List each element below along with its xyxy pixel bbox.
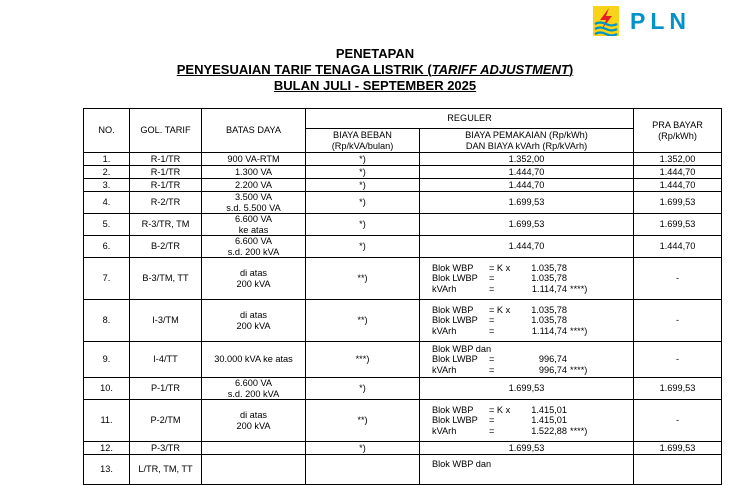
header-reguler: REGULER <box>306 109 634 129</box>
cell-no: 13. <box>84 455 130 485</box>
detail-line <box>422 273 631 284</box>
batas-line: 200 kVA <box>236 420 271 431</box>
cell-no: 8. <box>84 300 130 342</box>
cell-batas-daya <box>202 342 306 378</box>
detail-label: Blok WBP dan <box>432 459 492 469</box>
detail-label: kVArh <box>432 364 457 375</box>
cell-biaya-pemakaian: 1.699,53 <box>420 192 634 214</box>
cell-no: 10. <box>84 378 130 400</box>
table-row <box>84 342 722 378</box>
batas-line: 900 VA-RTM <box>227 153 280 164</box>
cell-biaya-beban: *) <box>306 179 420 192</box>
table-row <box>84 400 722 442</box>
table-row <box>84 236 722 258</box>
detail-operator: = K x <box>489 404 511 415</box>
cell-batas-daya <box>202 179 306 192</box>
header-pra-bayar: PRA BAYAR (Rp/kWh) <box>634 109 722 153</box>
detail-label: Blok WBP <box>432 404 474 415</box>
detail-footnote: ****) <box>570 425 588 436</box>
detail-label: Blok WBP dan <box>432 343 492 354</box>
batas-line: 200 kVA <box>236 320 271 331</box>
detail-line <box>422 315 631 326</box>
cell-batas-daya <box>202 166 306 179</box>
batas-line: di atas <box>239 410 268 420</box>
batas-line: di atas <box>239 268 268 278</box>
batas-line: ke atas <box>238 224 269 235</box>
table-row <box>84 179 722 192</box>
header-biaya-pemakaian: BIAYA PEMAKAIAN (Rp/kWh) DAN BIAYA kVArh (Rp/kVArh) <box>420 129 634 153</box>
detail-operator: = K x <box>489 304 511 315</box>
cell-biaya-beban: **) <box>306 258 420 300</box>
batas-line: 2.200 VA <box>234 179 273 190</box>
detail-value: 996,74 <box>538 354 567 365</box>
cell-gol-tarif: R-1/TR <box>130 179 202 192</box>
cell-biaya-pemakaian <box>420 300 634 342</box>
cell-no: 7. <box>84 258 130 300</box>
table-row <box>84 166 722 179</box>
cell-biaya-beban: ***) <box>306 342 420 378</box>
pln-logo <box>592 6 720 38</box>
cell-pra-bayar: 1.444,70 <box>634 236 722 258</box>
doc-title: PENETAPAN <box>335 46 415 61</box>
cell-pra-bayar: 1.699,53 <box>634 378 722 400</box>
table-row <box>84 378 722 400</box>
cell-biaya-pemakaian <box>420 400 634 442</box>
batas-line: 1.300 VA <box>234 166 273 177</box>
detail-line <box>422 305 631 316</box>
detail-operator: = <box>489 273 495 284</box>
doc-period: BULAN JULI - SEPTEMBER 2025 <box>273 78 477 93</box>
cell-biaya-beban: *) <box>306 166 420 179</box>
detail-line <box>422 284 631 295</box>
detail-line <box>422 470 631 481</box>
cell-batas-daya <box>202 258 306 300</box>
detail-line <box>422 426 631 437</box>
cell-gol-tarif: L/TR, TM, TT <box>130 455 202 485</box>
detail-operator: = <box>489 354 495 365</box>
cell-pra-bayar: 1.444,70 <box>634 179 722 192</box>
batas-line: 6.600 VA <box>234 378 273 388</box>
cell-pra-bayar: 1.352,00 <box>634 153 722 166</box>
table-row <box>84 300 722 342</box>
detail-operator: = <box>489 425 495 436</box>
detail-label: Blok LWBP <box>432 315 478 326</box>
cell-biaya-beban: *) <box>306 236 420 258</box>
cell-gol-tarif: R-1/TR <box>130 153 202 166</box>
detail-value: 1.035,78 <box>531 315 567 326</box>
cell-no: 3. <box>84 179 130 192</box>
detail-line <box>422 415 631 426</box>
detail-value: 1.415,01 <box>531 415 567 426</box>
cell-pra-bayar: 1.699,53 <box>634 214 722 236</box>
cell-batas-daya <box>202 378 306 400</box>
cell-gol-tarif: P-2/TM <box>130 400 202 442</box>
cell-biaya-beban: *) <box>306 214 420 236</box>
cell-no: 11. <box>84 400 130 442</box>
cell-no: 9. <box>84 342 130 378</box>
table-row <box>84 214 722 236</box>
detail-value: 1.114,74 <box>531 283 567 294</box>
batas-line: 200 kVA <box>236 278 271 289</box>
cell-biaya-beban: **) <box>306 300 420 342</box>
table-row <box>84 153 722 166</box>
detail-label: Blok LWBP <box>432 354 478 365</box>
cell-pra-bayar: - <box>634 342 722 378</box>
cell-gol-tarif: I-4/TT <box>130 342 202 378</box>
detail-operator: = <box>489 283 495 294</box>
cell-batas-daya <box>202 400 306 442</box>
batas-line: 6.600 VA <box>234 236 273 246</box>
cell-biaya-beban: *) <box>306 442 420 455</box>
detail-label: kVArh <box>432 425 457 436</box>
cell-biaya-pemakaian: 1.444,70 <box>420 236 634 258</box>
detail-operator: = <box>489 315 495 326</box>
cell-biaya-beban: **) <box>306 400 420 442</box>
cell-pra-bayar: 1.444,70 <box>634 166 722 179</box>
detail-line <box>422 354 631 365</box>
detail-line <box>422 459 631 470</box>
batas-line: s.d. 5.500 VA <box>226 202 281 213</box>
detail-label: Blok LWBP <box>432 415 478 426</box>
cell-batas-daya <box>202 192 306 214</box>
detail-footnote: ****) <box>570 325 588 336</box>
header-batas-daya: BATAS DAYA <box>202 109 306 153</box>
table-row <box>84 258 722 300</box>
detail-label: Blok WBP <box>432 262 474 273</box>
detail-value: 1.035,78 <box>531 262 567 273</box>
detail-label: kVArh <box>432 283 457 294</box>
cell-biaya-pemakaian <box>420 258 634 300</box>
table-row <box>84 192 722 214</box>
detail-line <box>422 326 631 337</box>
cell-no: 4. <box>84 192 130 214</box>
detail-footnote: ****) <box>570 283 588 294</box>
cell-biaya-beban: *) <box>306 192 420 214</box>
cell-gol-tarif: B-2/TR <box>130 236 202 258</box>
cell-biaya-beban: *) <box>306 153 420 166</box>
detail-operator: = <box>489 325 495 336</box>
cell-batas-daya <box>202 300 306 342</box>
batas-line: 30.000 kVA ke atas <box>214 354 293 365</box>
cell-gol-tarif: B-3/TM, TT <box>130 258 202 300</box>
detail-line <box>422 344 631 355</box>
detail-operator: = <box>489 415 495 426</box>
cell-pra-bayar: - <box>634 400 722 442</box>
tariff-table-body <box>84 153 722 485</box>
doc-subtitle: PENYESUAIAN TARIF TENAGA LISTRIK (TARIFF ADJUSTMENT) <box>176 62 574 77</box>
batas-line: 6.600 VA <box>234 214 273 224</box>
batas-line: s.d. 200 kVA <box>227 246 280 257</box>
cell-batas-daya <box>202 153 306 166</box>
cell-biaya-beban: *) <box>306 378 420 400</box>
detail-operator: = K x <box>489 262 511 273</box>
cell-biaya-pemakaian: 1.352,00 <box>420 153 634 166</box>
cell-biaya-pemakaian: 1.699,53 <box>420 378 634 400</box>
header-no: NO. <box>84 109 130 153</box>
header-gol-tarif: GOL. TARIF <box>130 109 202 153</box>
cell-pra-bayar: 1.699,53 <box>634 442 722 455</box>
cell-pra-bayar: 1.699,53 <box>634 192 722 214</box>
detail-line <box>422 405 631 416</box>
detail-value: 1.415,01 <box>531 404 567 415</box>
detail-value: 1.114,74 <box>531 325 567 336</box>
detail-line <box>422 263 631 274</box>
detail-value: 1.522,88 <box>531 425 567 436</box>
cell-gol-tarif: P-1/TR <box>130 378 202 400</box>
cell-batas-daya <box>202 214 306 236</box>
cell-batas-daya <box>202 442 306 455</box>
cell-gol-tarif: P-3/TR <box>130 442 202 455</box>
detail-label: kVArh <box>432 325 457 336</box>
pln-logo-text: PLN <box>630 8 691 34</box>
cell-biaya-pemakaian: 1.444,70 <box>420 166 634 179</box>
detail-label: Blok LWBP <box>432 273 478 284</box>
batas-line: di atas <box>239 310 268 320</box>
cell-biaya-pemakaian: 1.699,53 <box>420 214 634 236</box>
cell-biaya-pemakaian: 1.699,53 <box>420 442 634 455</box>
cell-biaya-pemakaian <box>420 342 634 378</box>
detail-value: 1.035,78 <box>531 273 567 284</box>
cell-pra-bayar: - <box>634 258 722 300</box>
header-biaya-beban: BIAYA BEBAN (Rp/kVA/bulan) <box>306 129 420 153</box>
tariff-table <box>83 108 722 485</box>
cell-gol-tarif: R-1/TR <box>130 166 202 179</box>
cell-biaya-pemakaian: 1.444,70 <box>420 179 634 192</box>
detail-line <box>422 365 631 376</box>
detail-footnote: ****) <box>570 364 588 375</box>
cell-no: 5. <box>84 214 130 236</box>
detail-value: 996,74 <box>538 364 567 375</box>
cell-gol-tarif: R-2/TR <box>130 192 202 214</box>
detail-label: Blok WBP <box>432 304 474 315</box>
table-row <box>84 442 722 455</box>
pln-lightning-icon <box>592 6 620 36</box>
cell-gol-tarif: I-3/TM <box>130 300 202 342</box>
cell-no: 1. <box>84 153 130 166</box>
batas-line: 3.500 VA <box>234 192 273 202</box>
cell-no: 12. <box>84 442 130 455</box>
cell-no: 2. <box>84 166 130 179</box>
cell-pra-bayar: - <box>634 300 722 342</box>
cell-batas-daya <box>202 236 306 258</box>
detail-operator: = <box>489 364 495 375</box>
cell-no: 6. <box>84 236 130 258</box>
cell-gol-tarif: R-3/TR, TM <box>130 214 202 236</box>
detail-value: 1.035,78 <box>531 304 567 315</box>
batas-line: s.d. 200 kVA <box>227 388 280 399</box>
